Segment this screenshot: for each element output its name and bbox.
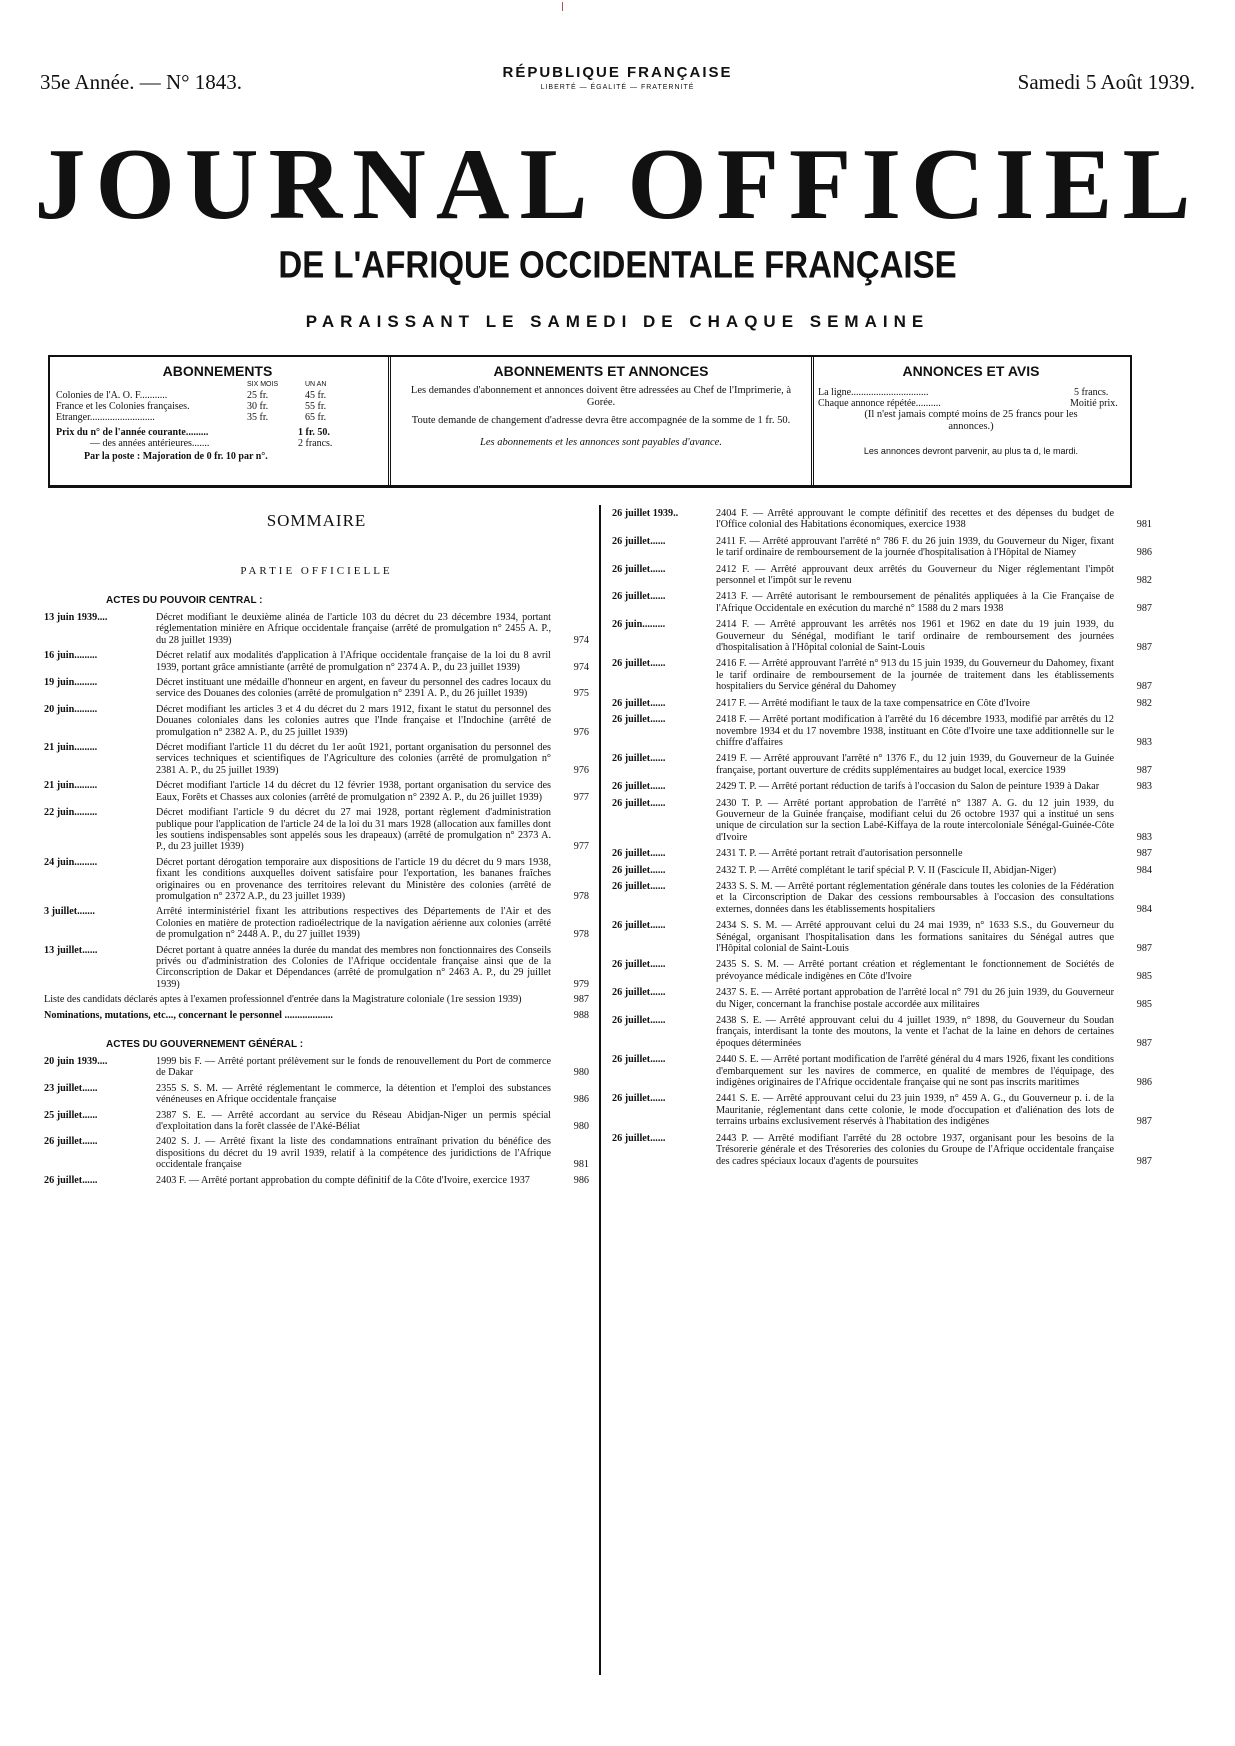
entry-text: Décret modifiant l'article 9 du décret du 27 mai 1928, portant règlement d'administration publique pour l'application de l'article 24 de la loi du 31 mars 1928 (allocation aux familles dont les soutiens indispensables sont appelés sous les drapeaux) (arrêté de promulgation n° 2373 A. P., du 23 juillet 1939) xyxy=(156,807,551,853)
entry-page: 976 xyxy=(573,726,589,738)
nominations-entry xyxy=(44,1010,589,1021)
entry-page: 986 xyxy=(573,1174,589,1186)
sommaire-entry xyxy=(44,1110,589,1133)
liste-entry xyxy=(44,994,589,1005)
entry-text: Décret portant à quatre années la durée du mandat des membres non fonctionnaires des Conseils privés ou d'administration des Colonies de l'Afrique occidentale française ainsi que de la Circonscription de Dakar et Dépendances (arrêté de promulgation n° 2463 A. P., du 29 juillet 1939) xyxy=(156,944,551,990)
abonnement-six-months: 35 fr. xyxy=(247,412,269,423)
price-current-value: 1 fr. 50. xyxy=(298,427,330,438)
poste-row xyxy=(50,451,385,462)
abonnement-row xyxy=(50,412,385,423)
abonnement-row xyxy=(50,401,385,412)
entry-page: 977 xyxy=(573,841,589,853)
entry-date: 26 juillet...... xyxy=(612,1015,666,1027)
entry-text: 1999 bis F. — Arrêté portant prélèvement sur le fonds de renouvellement du Port de commerce de Dakar xyxy=(156,1056,551,1079)
entry-text: 2402 S. J. — Arrêté fixant la liste des condamnations entraînant privation du bénéfice des dispositions du décret du 19 avril 1939, relatif à la compétence des juridictions de l'Afrique occidentale française xyxy=(156,1136,551,1171)
entry-page: 980 xyxy=(573,1067,589,1079)
annonces-text2: Toute demande de changement d'adresse devra être accompagnée de la somme de 1 fr. 50. xyxy=(411,415,791,426)
entry-page: 987 xyxy=(1136,642,1152,654)
entry-text: Décret portant dérogation temporaire aux dispositions de l'article 19 du décret du 9 mars 1938, fixant les conditions auxquelles doivent satisfaire pour l'exportation, les bananes fraîches originaires ou en provenance des territoires relevant du Ministère des colonies (arrêté de promulgation n° 2372 A.P., du 23 juillet 1939) xyxy=(156,856,551,902)
header-line xyxy=(40,64,1195,104)
abonnements-rows xyxy=(50,390,385,423)
entry-date: 22 juin......... xyxy=(44,807,98,819)
entry-text: 2433 S. S. M. — Arrêté portant réglementation générale dans toutes les colonies de la Fédération et la Circonscription de Dakar des cessions remboursables à l'occasion des consultations externes, données dans les établissements hospitaliers xyxy=(716,880,1114,915)
sommaire-entry xyxy=(44,677,589,700)
sommaire-entry xyxy=(612,714,1152,748)
issue-number: 35e Année. — N° 1843. xyxy=(40,70,243,94)
entry-page: 986 xyxy=(1136,1077,1152,1089)
entry-page: 987 xyxy=(1136,764,1152,776)
abonnement-row xyxy=(50,390,385,401)
entry-text: Décret modifiant l'article 11 du décret du 1er août 1921, portant organisation du personnel des services techniques et scientifiques de l'Agriculture des colonies (arrêté de promulgation n° 2381 A. P., du 25 juillet 1939) xyxy=(156,742,551,776)
entry-date: 25 juillet...... xyxy=(44,1109,98,1121)
entry-page: 983 xyxy=(1136,831,1152,843)
entry-date: 26 juillet...... xyxy=(612,920,666,932)
sommaire-left-column xyxy=(44,505,589,1190)
entry-page: 981 xyxy=(573,1159,589,1171)
sommaire-entry xyxy=(612,920,1152,954)
entry-date: 26 juillet...... xyxy=(612,697,666,709)
entry-page: 975 xyxy=(573,688,589,700)
republic-motto: LIBERTÉ — ÉGALITÉ — FRATERNITÉ xyxy=(540,84,695,91)
sommaire-entry xyxy=(612,658,1152,692)
entry-text: 2413 F. — Arrêté autorisant le remboursement de pénalités appliquées à la Cie Française de l'Afrique Occidentale en exécution du marché n° 1588 du 2 mars 1938 xyxy=(716,591,1114,614)
annonces-column xyxy=(388,357,814,485)
price-columns-head xyxy=(50,381,385,390)
entry-text: 2440 S. E. — Arrêté portant modification de l'arrêté général du 4 mars 1926, fixant les conditions d'embarquement sur les navires de commerce, en qualité de membres de l'équipage, des indigènes originaires de l'Afrique occidentale française qui ne sont pas inscrits maritimes xyxy=(716,1054,1114,1089)
line-price-value: 5 francs. xyxy=(1074,387,1109,398)
entry-date: 26 juillet...... xyxy=(44,1174,98,1186)
entry-date: 26 juillet 1939.. xyxy=(612,508,679,519)
entry-text: Décret modifiant les articles 3 et 4 du décret du 2 mars 1912, fixant le statut du personnel des Douanes coloniales dans les colonies autres que l'Inde française et l'Indochine (arrêté de promulgation n° 2382 A. P., du 25 juillet 1939) xyxy=(156,703,551,738)
entry-page: 987 xyxy=(573,994,589,1006)
entry-date: 26 juillet...... xyxy=(612,781,666,793)
sommaire-entry xyxy=(612,753,1152,776)
entry-date: 19 juin......... xyxy=(44,677,98,689)
entry-date: 3 juillet....... xyxy=(44,906,95,918)
entry-page: 987 xyxy=(1136,681,1152,693)
sommaire-entry xyxy=(612,698,1152,709)
abonnement-label: Etranger.......................... xyxy=(56,412,155,423)
entry-date: 21 juin......... xyxy=(44,742,98,754)
abonnement-six-months: 25 fr. xyxy=(247,390,269,401)
entry-page: 988 xyxy=(573,1009,589,1021)
entry-text: 2434 S. S. M. — Arrêté approuvant celui du 24 mai 1939, n° 1633 S.S., du Gouverneur du Sénégal, organisant l'hospitalisation dans les formations sanitaires du Sénégal autres que l'Hôpital colonial de Saint-Louis xyxy=(716,920,1114,954)
avis-heading: ANNONCES ET AVIS xyxy=(902,363,1040,379)
six-months-head: SIX MOIS xyxy=(247,381,279,388)
entry-date: 26 juillet...... xyxy=(612,797,666,809)
sommaire-entry xyxy=(612,1054,1152,1088)
sommaire-title: SOMMAIRE xyxy=(266,511,367,530)
entry-text: 2403 F. — Arrêté portant approbation du compte définitif de la Côte d'Ivoire, exercice 1937 xyxy=(156,1174,530,1186)
sommaire-right-column xyxy=(612,508,1152,1172)
scan-mark xyxy=(562,2,563,11)
entry-text: 2443 P. — Arrêté modifiant l'arrêté du 28 octobre 1937, organisant pour les besoins de la Trésorerie générale et des Trésoreries des colonies du Groupe de l'Afrique occidentale française des cadres spéciaux locaux d'agents de poursuites xyxy=(716,1132,1114,1167)
sommaire-entry xyxy=(612,987,1152,1010)
partie-officielle: PARTIE OFFICIELLE xyxy=(240,565,393,577)
entry-page: 986 xyxy=(573,1094,589,1106)
entry-page: 974 xyxy=(573,634,589,646)
sommaire-entry xyxy=(44,704,589,738)
abonnement-one-year: 65 fr. xyxy=(305,412,327,423)
sommaire-entry xyxy=(612,781,1152,792)
republic-name: RÉPUBLIQUE FRANÇAISE xyxy=(502,64,733,81)
entry-date: 26 juillet...... xyxy=(44,1136,98,1148)
entry-page: 978 xyxy=(573,929,589,941)
sommaire-entry xyxy=(612,591,1152,614)
entry-text: 2435 S. S. M. — Arrêté portant création et réglementant le fonctionnement de Sociétés de prévoyance médicale indigènes en Côte d'Ivoire xyxy=(716,959,1114,982)
subscription-box xyxy=(48,355,1132,488)
entry-text: 2432 T. P. — Arrêté complétant le tarif spécial P. V. II (Fascicule II, Abidjan-Niger) xyxy=(716,864,1057,876)
entry-date: 26 juillet...... xyxy=(612,753,666,765)
one-year-head: UN AN xyxy=(305,381,327,388)
entry-page: 986 xyxy=(1136,547,1152,559)
price-past-value: 2 francs. xyxy=(298,438,333,449)
entry-text: 2429 T. P. — Arrêté portant réduction de tarifs à l'occasion du Salon de peinture 1939 à Dakar xyxy=(716,781,1100,793)
entry-page: 981 xyxy=(1136,519,1152,531)
sommaire-entry xyxy=(44,1175,589,1186)
sommaire-entry xyxy=(44,857,589,903)
entry-page: 976 xyxy=(573,764,589,776)
entry-text: 2431 T. P. — Arrêté portant retrait d'autorisation personnelle xyxy=(716,848,963,860)
entry-page: 983 xyxy=(1136,736,1152,748)
sommaire-entry xyxy=(612,1015,1152,1049)
sommaire-entry xyxy=(612,1093,1152,1127)
sommaire-entry xyxy=(44,945,589,991)
sommaire-entry xyxy=(44,1056,589,1079)
entry-text: 2387 S. E. — Arrêté accordant au service du Réseau Abidjan-Niger un permis spécial d'exploitation dans la forêt classée de l'Aké-Béliat xyxy=(156,1109,551,1133)
sommaire-entry xyxy=(44,1136,589,1170)
repeat-price-label: Chaque annonce répétée.......... xyxy=(818,398,941,409)
repeat-price-row xyxy=(812,398,1130,409)
sommaire-entry xyxy=(612,536,1152,559)
abonnement-label: Colonies de l'A. O. F........... xyxy=(56,390,168,401)
entry-text: 2412 F. — Arrêté approuvant deux arrêtés du Gouverneur du Niger réglementant l'impôt personnel et l'impôt sur le revenu xyxy=(716,563,1114,587)
entry-date: 16 juin......... xyxy=(44,650,98,662)
entry-text: Arrêté interministériel fixant les attributions respectives des Départements de l'Air et des Colonies en matière de protection radioélectrique de la navigation aérienne aux colonies (arrêté de promulgation n° 2448 A. P., du 27 juillet 1939) xyxy=(156,906,551,941)
entry-page: 977 xyxy=(573,791,589,803)
abonnements-column xyxy=(50,357,385,485)
entry-text: 2437 S. E. — Arrêté portant approbation de l'arrêté local n° 791 du 26 juin 1939, du Gouverneur du Niger, concernant la franchise postale accordée aux militaires xyxy=(716,987,1114,1010)
entry-text: Décret modifiant l'article 14 du décret du 12 février 1938, portant organisation du service des Eaux, Forêts et Chasses aux colonies (arrêté de promulgation n° 2392 A. P., du 26 juillet 1939) xyxy=(156,780,551,803)
entry-text: 2355 S. S. M. — Arrêté réglementant le commerce, la détention et l'emploi des substances vénéneuses en Afrique occidentale française xyxy=(156,1082,551,1106)
entry-date: 26 juillet...... xyxy=(612,1054,666,1066)
entry-page: 980 xyxy=(573,1121,589,1133)
entry-date: 26 juillet...... xyxy=(612,959,666,971)
entry-date: 26 juillet...... xyxy=(612,880,666,892)
entry-text: 2417 F. — Arrêté modifiant le taux de la taxe compensatrice en Côte d'Ivoire xyxy=(716,697,1030,709)
entry-page: 987 xyxy=(1136,848,1152,860)
annonces-text1: Les demandes d'abonnement et annonces doivent être adressées au Chef de l'Imprimerie, à Gorée. xyxy=(410,385,792,408)
column-divider xyxy=(599,505,601,1675)
entry-text: 2416 F. — Arrêté approuvant l'arrêté n° 913 du 15 juin 1939, du Gouverneur du Dahomey, fixant le tarif ordinaire de remboursement de la journée de traitement dans les établissements hospitaliers du Service général du Dahomey xyxy=(716,658,1114,693)
sommaire-entry xyxy=(44,1083,589,1106)
entry-text: 2418 F. — Arrêté portant modification à l'arrêté du 16 décembre 1933, modifié par arrêtés du 12 novembre 1934 et du 17 novembre 1938, instituant en Côte d'Ivoire une taxe additionnelle sur le chiffre d'affaires xyxy=(716,714,1114,748)
abonnement-one-year: 45 fr. xyxy=(305,390,327,401)
entry-text: 2411 F. — Arrêté approuvant l'arrêté n° 786 F. du 26 juin 1939, du Gouverneur du Niger, fixant le tarif ordinaire de remboursement de la journée d'hospitalisation à l'Hôpital de Niamey xyxy=(716,535,1114,559)
sommaire-entry xyxy=(612,865,1152,876)
sommaire-entry xyxy=(612,848,1152,859)
entry-date: 26 juillet...... xyxy=(612,535,666,547)
entry-page: 987 xyxy=(1136,1116,1152,1128)
entry-date: 24 juin......... xyxy=(44,856,98,868)
sommaire-entry xyxy=(612,798,1152,844)
entry-text: 2419 F. — Arrêté approuvant l'arrêté n° 1376 F., du 12 juin 1939, du Gouverneur de la Guinée française, portant ouverture de crédits supplémentaires au budget local, exercice 1939 xyxy=(716,753,1114,776)
sommaire-entry xyxy=(612,1133,1152,1167)
abonnements-heading: ABONNEMENTS xyxy=(162,363,273,379)
sommaire-entry xyxy=(612,619,1152,653)
entry-page: 984 xyxy=(1136,864,1152,876)
entry-page: 987 xyxy=(1136,1037,1152,1049)
entry-date: 20 juin 1939.... xyxy=(44,1056,108,1067)
entry-text: 2438 S. E. — Arrêté approuvant celui du 4 juillet 1939, n° 1898, du Gouverneur du Soudan français, interdisant la tonte des moutons, la vente et l'achat de la laine en dehors de certaines époques déterminées xyxy=(716,1015,1114,1049)
abonnement-label: France et les Colonies françaises. xyxy=(56,401,190,412)
issue-date: Samedi 5 Août 1939. xyxy=(1017,70,1195,94)
entry-date: 26 juillet...... xyxy=(612,563,666,575)
line-price-label: La ligne............................... xyxy=(818,387,929,398)
sommaire-entry xyxy=(44,650,589,673)
entry-date: 26 juillet...... xyxy=(612,1093,666,1105)
entry-date: 26 juillet...... xyxy=(612,848,666,860)
price-current-label: Prix du n° de l'année courante......... xyxy=(56,427,209,438)
entry-date: 26 juillet...... xyxy=(612,714,666,726)
entry-text: 2404 F. — Arrêté approuvant le compte définitif des recettes et des dépenses du budget de l'Office colonial des Habitations économiques, exercice 1938 xyxy=(716,508,1114,531)
poste-text: Par la poste : Majoration de 0 fr. 10 par n°. xyxy=(84,451,268,462)
entry-text: Décret relatif aux modalités d'application à l'Afrique occidentale française de la loi du 8 avril 1939, portant grâce amnistiante (arrêté de promulgation n° 2374 A. P., du 23 juillet 1939) xyxy=(156,650,551,673)
entry-date: 20 juin......... xyxy=(44,703,98,715)
section-pouvoir-central: ACTES DU POUVOIR CENTRAL : xyxy=(106,595,263,606)
entry-date: 26 juillet...... xyxy=(612,658,666,670)
entry-page: 987 xyxy=(1136,602,1152,614)
entry-date: 26 juillet...... xyxy=(612,864,666,876)
minimum-note: (Il n'est jamais compté moins de 25 francs pour les annonces.) xyxy=(864,409,1078,432)
repeat-price-value: Moitié prix. xyxy=(1070,398,1118,409)
entry-page: 982 xyxy=(1136,575,1152,587)
entry-date: 23 juillet...... xyxy=(44,1082,98,1094)
price-past-label: — des années antérieures....... xyxy=(90,438,210,449)
sommaire-entry xyxy=(612,959,1152,982)
sommaire-entry xyxy=(44,742,589,776)
price-past-row xyxy=(50,438,385,449)
left-entries xyxy=(44,612,589,990)
entry-date: 26 juillet...... xyxy=(612,987,666,999)
sommaire-entry xyxy=(612,508,1152,531)
annonces-text3: Les abonnements et les annonces sont payables d'avance. xyxy=(480,437,722,448)
entry-page: 979 xyxy=(573,978,589,990)
entry-text: 2414 F. — Arrêté approuvant les arrêtés nos 1961 et 1962 en date du 19 juin 1939, du Gouverneur du Sénégal, modifiant le tarif ordinaire de remboursement des journées d'hospitalisation à l'Hôpital colonial de Saint-Louis xyxy=(716,619,1114,654)
sommaire-entry xyxy=(44,807,589,853)
abonnement-six-months: 30 fr. xyxy=(247,401,269,412)
left-entries-gouv xyxy=(44,1056,589,1186)
entry-text: Décret instituant une médaille d'honneur en argent, en faveur du personnel des cadres locaux du service des Douanes des colonies (arrêté de promulgation n° 2391 A. P., du 26 juillet 1939) xyxy=(156,677,551,700)
entry-page: 978 xyxy=(573,890,589,902)
entry-date: 26 juillet...... xyxy=(612,1132,666,1144)
sommaire-entry xyxy=(44,906,589,940)
sommaire-entry xyxy=(44,780,589,803)
entry-page: 983 xyxy=(1136,781,1152,793)
entry-date: 21 juin......... xyxy=(44,780,98,792)
entry-text: Décret modifiant le deuxième alinéa de l'article 103 du décret du 23 décembre 1934, portant réglementation minière en Afrique occidentale française (arrêté de promulgation n° 2455 A. P., du 28 juillet 1939) xyxy=(156,612,551,646)
entry-page: 987 xyxy=(1136,943,1152,954)
entry-date: 26 juin......... xyxy=(612,619,666,631)
right-entries xyxy=(612,508,1152,1167)
section-gouvernement-general: ACTES DU GOUVERNEMENT GÉNÉRAL : xyxy=(106,1039,304,1050)
entry-page: 982 xyxy=(1136,697,1152,709)
masthead-subtitle: DE L'AFRIQUE OCCIDENTALE FRANÇAISE xyxy=(278,243,957,286)
entry-text: 2430 T. P. — Arrêté portant approbation de l'arrêté n° 1387 A. G. du 12 juin 1939, du Gouverneur de la Guinée française, modifiant celui du 26 octobre 1937 qui a institué un sens unique de circulation sur la section Labé-Kiffaya de la route intercoloniale Sénégal-Guinée-Côte d'Ivoire xyxy=(716,797,1114,843)
entry-page: 984 xyxy=(1136,903,1152,915)
entry-date: 13 juillet...... xyxy=(44,944,98,956)
abonnement-one-year: 55 fr. xyxy=(305,401,327,412)
sommaire-entry xyxy=(612,881,1152,915)
annonces-heading: ABONNEMENTS ET ANNONCES xyxy=(493,363,709,379)
entry-date: 13 juin 1939.... xyxy=(44,612,108,623)
entry-page: 985 xyxy=(1136,998,1152,1010)
masthead-title: JOURNAL OFFICIEL xyxy=(34,128,1201,241)
entry-date: 26 juillet...... xyxy=(612,591,666,603)
entry-page: 985 xyxy=(1136,970,1152,982)
entry-text: Liste des candidats déclarés aptes à l'examen professionnel d'entrée dans la Magistrature coloniale (1re session 1939) xyxy=(44,994,522,1006)
entry-text: 2441 S. E. — Arrêté approuvant celui du 23 juin 1939, n° 459 A. G., du Gouverneur p. i. de la Mauritanie, réglementant dans cette colonie, le mode d'occupation et d'aliénation des lots de terrains urbains exclusivement réservés à l'habitation des indigènes xyxy=(716,1093,1114,1128)
sommaire-entry xyxy=(612,564,1152,587)
entry-page: 974 xyxy=(573,661,589,673)
entry-text: Nominations, mutations, etc..., concernant le personnel ................... xyxy=(44,1009,333,1021)
sommaire-entry xyxy=(44,612,589,646)
entry-page: 987 xyxy=(1136,1155,1152,1167)
avis-column xyxy=(812,357,1130,485)
deadline-note: Les annonces devront parvenir, au plus ta d, le mardi. xyxy=(863,446,1079,456)
price-current-row xyxy=(50,427,385,438)
periodicity: PARAISSANT LE SAMEDI DE CHAQUE SEMAINE xyxy=(305,312,930,331)
line-price-row xyxy=(812,387,1130,398)
